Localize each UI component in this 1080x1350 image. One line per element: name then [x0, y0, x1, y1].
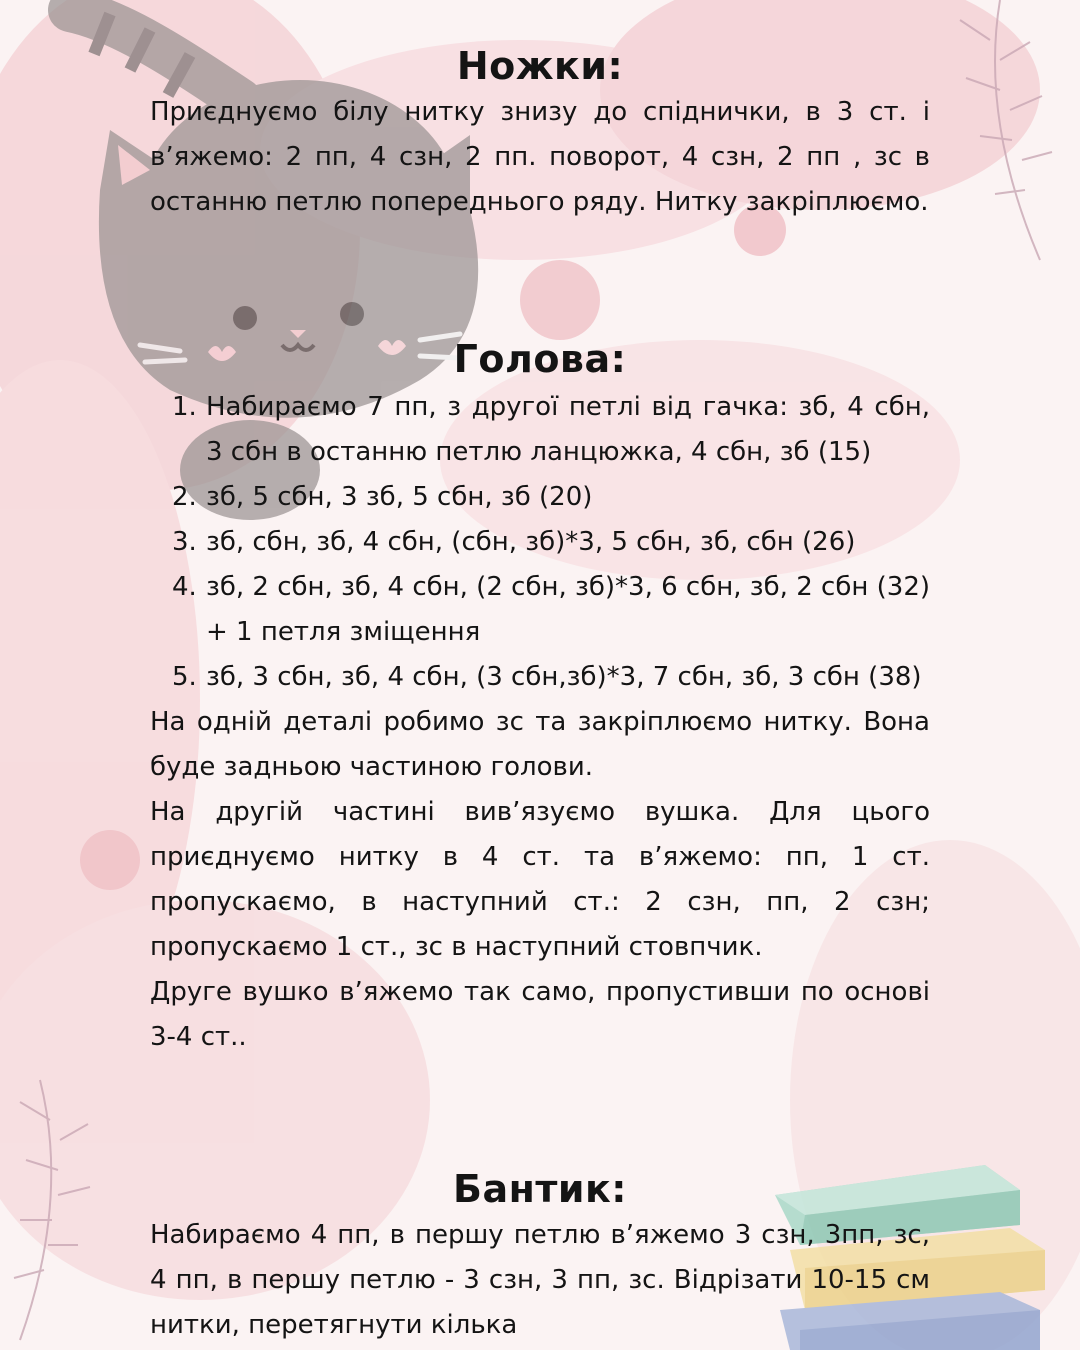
legs-heading: Ножки: — [456, 44, 624, 88]
head-steps-list — [150, 385, 930, 700]
legs-body — [150, 90, 930, 225]
bow-heading: Бантик: — [453, 1167, 627, 1211]
legs-section — [150, 42, 930, 90]
head-paragraph-1: На одній деталі робимо зс та закріплюємо нитку. Вона буде задньою частиною голови. — [150, 707, 930, 782]
bow-text: Набираємо 4 пп, в першу петлю в’яжемо 3 сзн, 3пп, зс, 4 пп, в першу петлю - 3 сзн, 3 пп, зс. Відрізати 10-15 см нитки, перетягнути кілька — [150, 1220, 930, 1340]
head-paragraph-2: На другій частині вив’язуємо вушка. Для цього приєднуємо нитку в 4 ст. та в’яжемо: пп, 1 ст. пропускаємо, в наступний ст.: 2 сзн, пп, 2 сзн; пропускаємо 1 ст., зс в наступний стовпчик. — [150, 797, 930, 962]
list-item: 1. Набираємо 7 пп, з другої петлі від гачка: зб, 4 сбн, 3 сбн в останню петлю ланцюжка, 4 сбн, зб (15) — [172, 392, 930, 467]
legs-text: Приєднуємо білу нитку знизу до спіднички, в 3 ст. і в’яжемо: 2 пп, 4 сзн, 2 пп. поворот, 4 сзн, 2 пп , зс в останню петлю попереднього ряду. Нитку закріплюємо. — [150, 97, 930, 217]
head-heading: Голова: — [453, 337, 627, 381]
bow-body — [150, 1213, 930, 1348]
head-paragraph-3: Друге вушко в’яжемо так само, пропустивши по основі 3-4 ст.. — [150, 977, 930, 1052]
list-item: 2. зб, 5 сбн, 3 зб, 5 сбн, зб (20) — [172, 482, 593, 512]
head-section — [150, 335, 930, 383]
bow-section — [150, 1165, 930, 1213]
list-item: 4. зб, 2 сбн, зб, 4 сбн, (2 сбн, зб)*3, 6 сбн, зб, 2 сбн (32) + 1 петля зміщення — [172, 572, 930, 647]
list-item: 5. зб, 3 сбн, зб, 4 сбн, (3 сбн,зб)*3, 7 сбн, зб, 3 сбн (38) — [172, 662, 922, 692]
head-body — [150, 385, 930, 1060]
list-item: 3. зб, сбн, зб, 4 сбн, (сбн, зб)*3, 5 сбн, зб, сбн (26) — [172, 527, 856, 557]
